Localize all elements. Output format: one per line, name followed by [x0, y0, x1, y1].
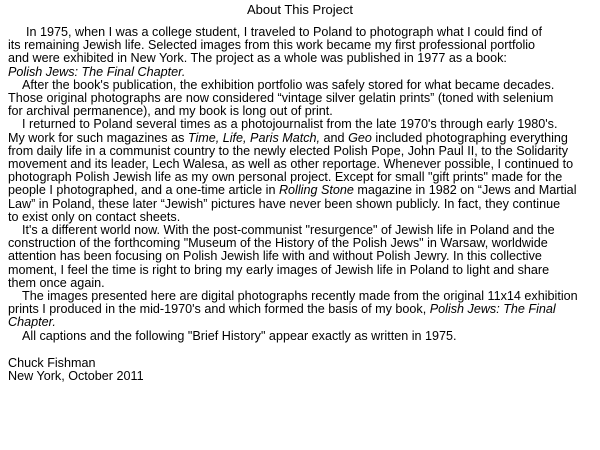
magazine-names: Time, Life, Paris Match, [187, 130, 321, 145]
text-run: people I photographed, and a one-time article in [8, 183, 279, 198]
paragraph-line: from daily life in a communist country to the newly elected Polish Pope, John Paul II, to the Solidarity [8, 143, 569, 158]
paragraph-line: its remaining Jewish life. Selected images from this work became my first professional portfolio [8, 38, 536, 53]
paragraph-line: It's a different world now. With the post-communist "resurgence" of Jewish life in Poland and the [22, 223, 555, 238]
paragraph-line: for archival permanence), and my book is long out of print. [8, 104, 333, 119]
book-title-italic: Polish Jews: The Final [429, 302, 556, 317]
paragraph-line: After the book's publication, the exhibition portfolio was safely stored for what became decades. [22, 77, 555, 92]
paragraph-line: movement and its leader, Lech Walesa, as well as other reportage. Whenever possible, I continued to [8, 157, 574, 172]
signature-block [8, 357, 596, 383]
paragraph-line: photograph Polish Jewish life as my own personal project. Except for small "gift prints" made for the [8, 170, 563, 185]
paragraph-1 [8, 26, 596, 79]
paragraph-line: Law” in Poland, these later “Jewish” pictures have never been shown publicly. In fact, they continue [8, 196, 561, 211]
magazine-name-rolling-stone: Rolling Stone [278, 183, 354, 198]
paragraph-line: I returned to Poland several times as a photojournalist from the late 1970's through early 1980's. [22, 117, 558, 132]
paragraph-line: moment, I feel the time is right to bring my early images of Jewish life in Poland to light and share [8, 262, 550, 277]
paragraph-line: construction of the forthcoming "Museum of the History of the Polish Jews" in Warsaw, worldwide [8, 236, 548, 251]
book-title-italic: Chapter. [8, 315, 56, 330]
paragraph-line [8, 303, 596, 316]
text-run: prints I produced in the mid-1970's and which formed the basis of my book, [8, 302, 430, 317]
document-body [8, 26, 596, 383]
place-date: New York, October 2011 [8, 369, 144, 384]
paragraph-6 [8, 330, 596, 343]
text-run: magazine in 1982 on “Jews and Martial [353, 183, 577, 198]
paragraph-line: In 1975, when I was a college student, I traveled to Poland to photograph what I could find of [26, 25, 542, 39]
paragraph-line: and were exhibited in New York. The project as a whole was published in 1977 as a book: [8, 51, 507, 66]
paragraph-line: to exist only on contact sheets. [8, 209, 181, 224]
paragraph-line [8, 184, 596, 197]
text-run: included photographing everything [371, 130, 568, 145]
paragraph-line [8, 132, 596, 145]
paragraph-line: All captions and the following "Brief History" appear exactly as written in 1975. [22, 328, 457, 343]
paragraph-line [8, 316, 596, 329]
text-run: My work for such magazines as [8, 130, 188, 145]
paragraph-line: them once again. [8, 275, 105, 290]
book-title [8, 66, 596, 79]
paragraph-4 [8, 224, 596, 290]
text-run: and [320, 130, 349, 145]
magazine-name-geo: Geo [348, 130, 372, 145]
paragraph-line: Those original photographs are now considered “vintage silver gelatin prints” (toned with selenium [8, 91, 554, 106]
book-title-italic: Polish Jews: The Final Chapter. [8, 64, 186, 79]
page-title: About This Project [247, 2, 353, 17]
paragraph-line: The images presented here are digital photographs recently made from the original 11x14 exhibition [22, 289, 578, 304]
paragraph-line: attention has been focusing on Polish Jewish life with and without Polish Jewry. In this collective [8, 249, 542, 264]
paragraph-5 [8, 290, 596, 330]
paragraph-2 [8, 79, 596, 119]
paragraph-3 [8, 118, 596, 224]
author-name: Chuck Fishman [8, 355, 96, 370]
